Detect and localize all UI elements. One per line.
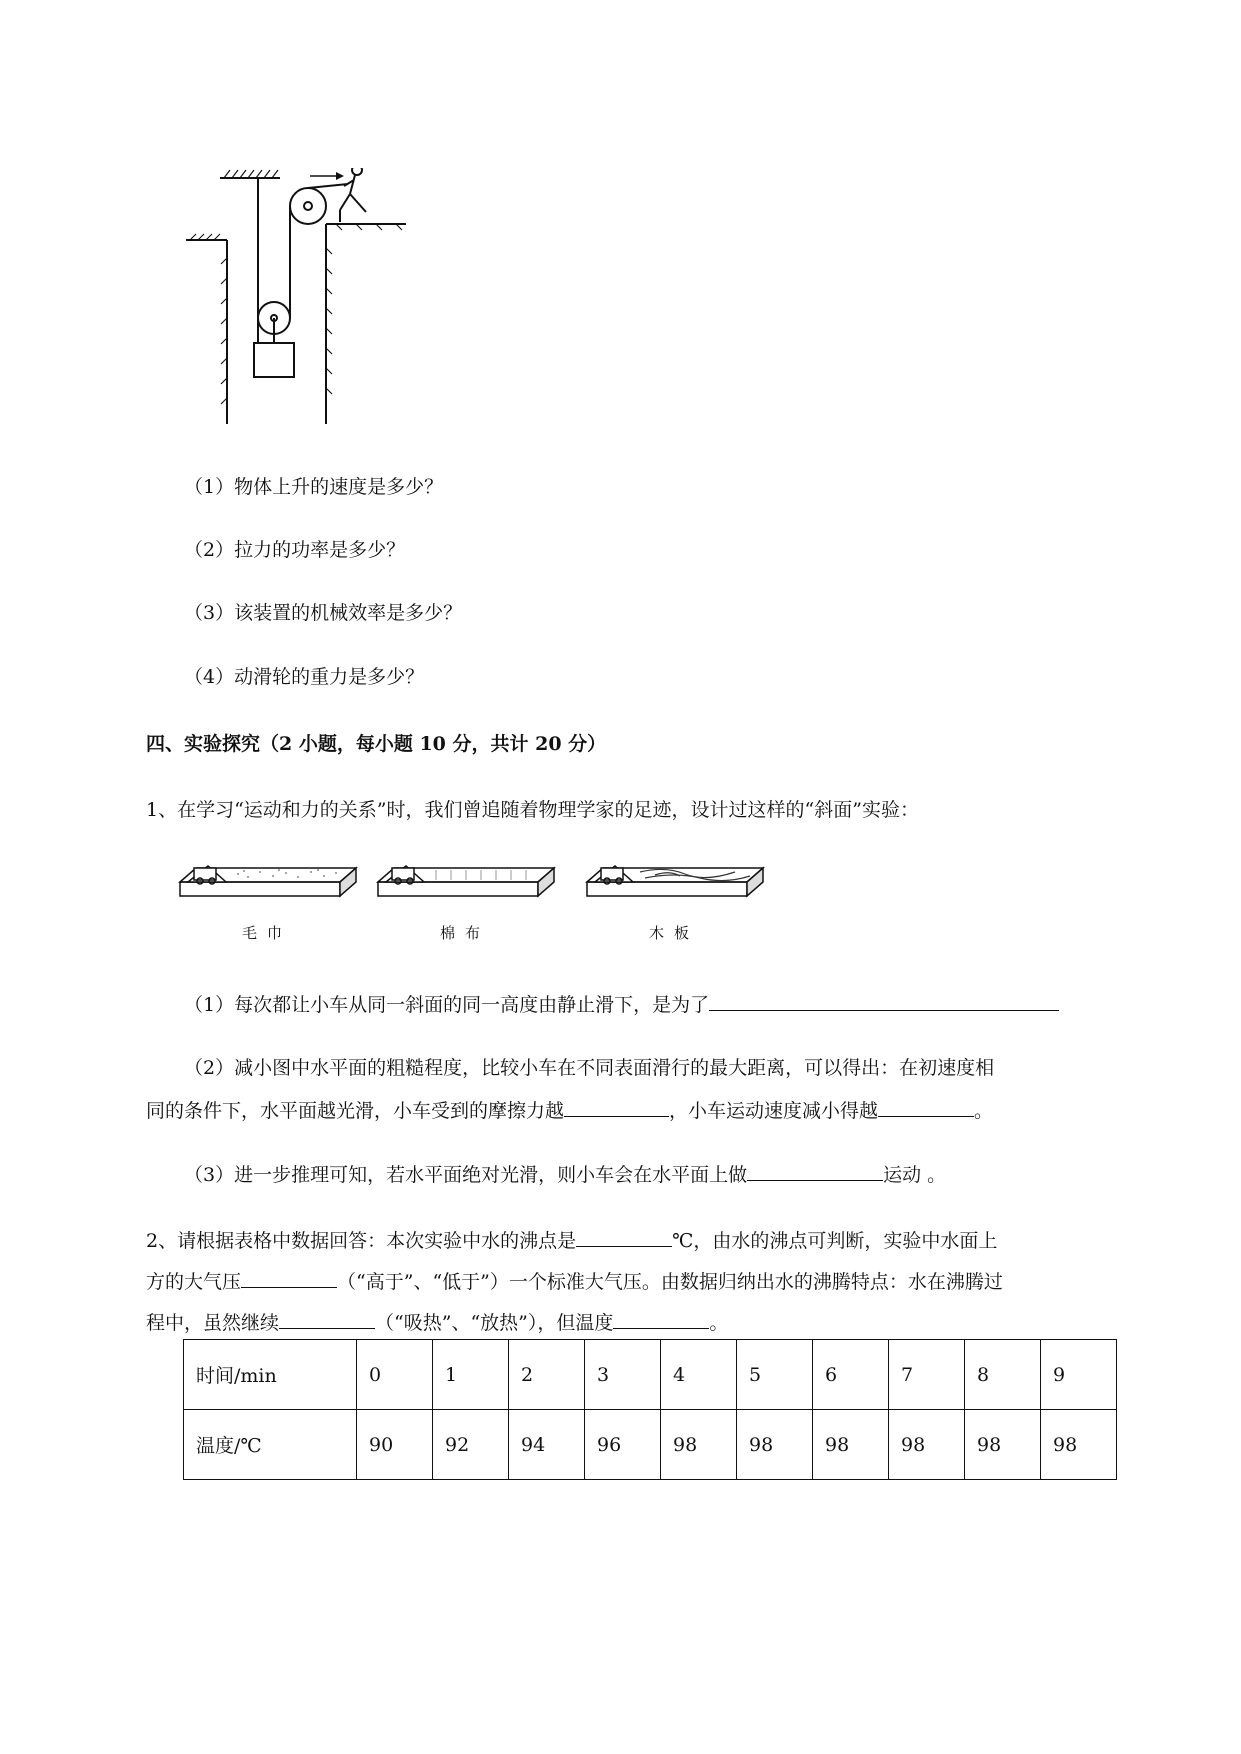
answer-blank[interactable] [709, 990, 1059, 1011]
q1-part2-text-a: 同的条件下，水平面越光滑，小车受到的摩擦力越 [146, 1100, 565, 1122]
q2-text-2b: （“高于”、“低于”）一个标准大气压。由数据归纳出水的沸腾特点：水在沸腾过 [337, 1271, 1003, 1293]
q2-text-3b: （“吸热”、“放热”），但温度 [375, 1312, 614, 1334]
data-table [183, 1339, 1117, 1480]
q1-part3-text-b: 运动 。 [883, 1164, 947, 1186]
answer-blank[interactable] [878, 1096, 974, 1117]
table-cell: 7 [889, 1340, 965, 1410]
table-cell: 8 [965, 1340, 1041, 1410]
q1-part3 [184, 1160, 946, 1188]
table-cell: 2 [509, 1340, 585, 1410]
table-cell: 6 [813, 1340, 889, 1410]
table-cell: 98 [661, 1410, 737, 1480]
q2-line2 [146, 1267, 1003, 1295]
q1-part2-line2 [146, 1096, 993, 1124]
table-cell: 9 [1041, 1340, 1117, 1410]
table-cell: 98 [1041, 1410, 1117, 1480]
caption-cotton: 棉布 [440, 924, 491, 942]
table-cell: 94 [509, 1410, 585, 1480]
pulley-diagram [180, 168, 420, 428]
q1-part2-text-b: ，小车运动速度减小得越 [669, 1100, 879, 1122]
q1-part2-line1: （2）减小图中水平面的粗糙程度，比较小车在不同表面滑行的最大距离，可以得出：在初速度相 [184, 1057, 995, 1079]
table-cell: 98 [813, 1410, 889, 1480]
table-cell: 5 [737, 1340, 813, 1410]
table-cell: 4 [661, 1340, 737, 1410]
question-3: （3）该装置的机械效率是多少？ [184, 602, 463, 624]
answer-blank[interactable] [747, 1160, 883, 1181]
row-header-time: 时间/min [184, 1340, 357, 1410]
q2-text-2a: 方的大气压 [146, 1271, 242, 1293]
q1-part1 [184, 990, 1059, 1018]
answer-blank[interactable] [564, 1096, 669, 1117]
question-4: （4）动滑轮的重力是多少？ [184, 666, 425, 688]
q2-text-1a: 2、请根据表格中数据回答：本次实验中水的沸点是 [146, 1230, 577, 1252]
table-row-temperature [184, 1410, 1117, 1480]
table-cell: 98 [889, 1410, 965, 1480]
row-header-temperature: 温度/℃ [184, 1410, 357, 1480]
table-cell: 98 [965, 1410, 1041, 1480]
q2-line3 [146, 1308, 728, 1336]
q1-intro: 1、在学习“运动和力的关系”时，我们曾追随着物理学家的足迹，设计过这样的“斜面”实验： [146, 799, 919, 821]
section-title: 四、实验探究（2 小题，每小题 10 分，共计 20 分） [146, 733, 607, 755]
question-2: （2）拉力的功率是多少？ [184, 539, 406, 561]
table-cell: 98 [737, 1410, 813, 1480]
table-row-time [184, 1340, 1117, 1410]
caption-wood: 木板 [649, 924, 700, 942]
q1-part3-text-a: （3）进一步推理可知，若水平面绝对光滑，则小车会在水平面上做 [184, 1164, 748, 1186]
answer-blank[interactable] [279, 1308, 375, 1329]
answer-blank[interactable] [613, 1308, 709, 1329]
table-cell: 0 [357, 1340, 433, 1410]
table-cell: 96 [585, 1410, 661, 1480]
caption-towel: 毛巾 [242, 924, 293, 942]
q1-part2-text-c: 。 [974, 1100, 994, 1122]
q2-line1 [146, 1226, 997, 1254]
incline-towel-figure [178, 864, 358, 912]
incline-wood-figure [585, 864, 765, 912]
incline-cotton-figure [376, 864, 556, 912]
table-cell: 1 [433, 1340, 509, 1410]
question-1: （1）物体上升的速度是多少？ [184, 476, 444, 498]
answer-blank[interactable] [241, 1267, 337, 1288]
q2-text-3a: 程中，虽然继续 [146, 1312, 280, 1334]
table-cell: 92 [433, 1410, 509, 1480]
table-cell: 90 [357, 1410, 433, 1480]
q2-text-1b: ℃，由水的沸点可判断，实验中水面上 [672, 1230, 998, 1252]
q2-text-3c: 。 [709, 1312, 729, 1334]
answer-blank[interactable] [576, 1226, 672, 1247]
table-cell: 3 [585, 1340, 661, 1410]
q1-part1-text: （1）每次都让小车从同一斜面的同一高度由静止滑下，是为了 [184, 994, 710, 1016]
